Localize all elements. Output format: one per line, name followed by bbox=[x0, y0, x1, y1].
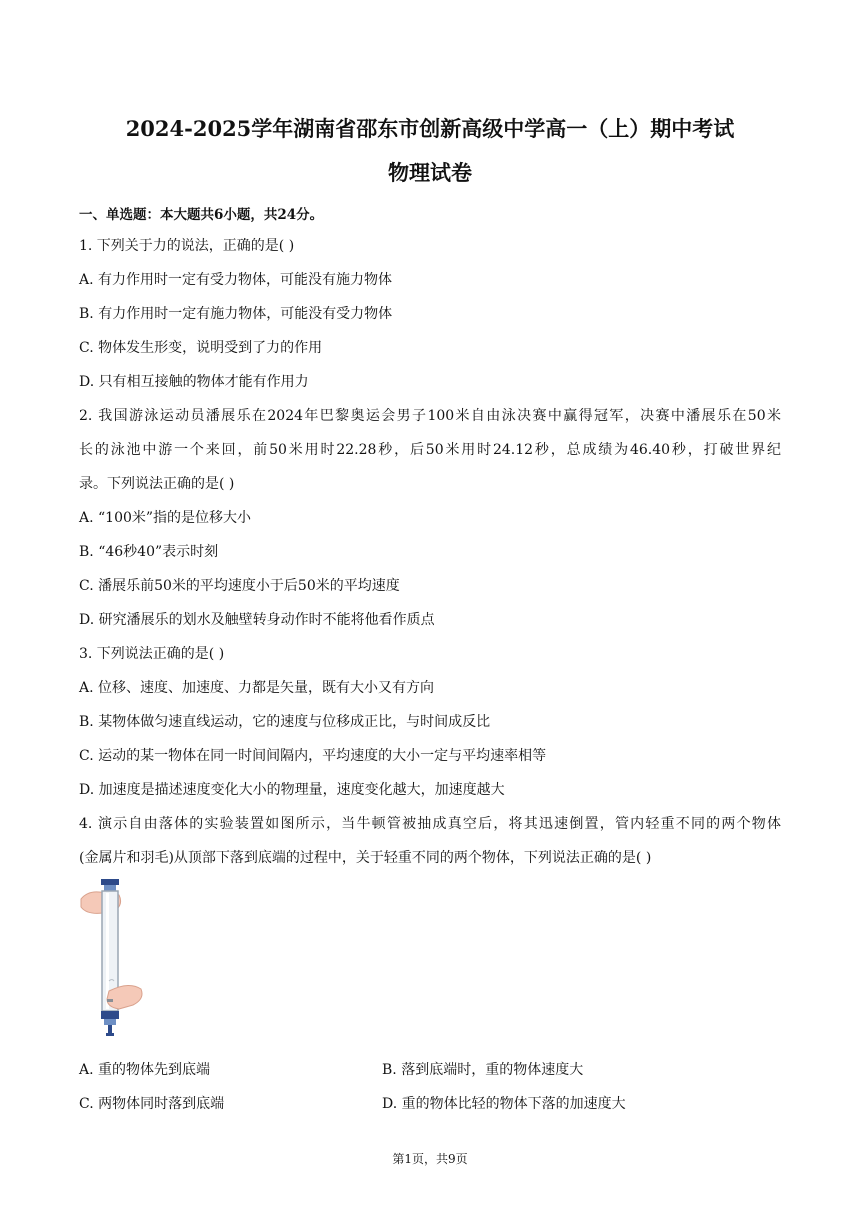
q4-option-d: D. 重的物体比轻的物体下落的加速度大 bbox=[382, 1096, 626, 1112]
q3-option-d: D. 加速度是描述速度变化大小的物理量，速度变化越大，加速度越大 bbox=[79, 782, 505, 798]
hand-bottom-icon bbox=[107, 985, 142, 1009]
exam-subtitle: 物理试卷 bbox=[388, 160, 472, 185]
q1-option-c: C. 物体发生形变，说明受到了力的作用 bbox=[79, 340, 323, 356]
newton-tube-figure bbox=[79, 877, 145, 1042]
page-footer: 第1页，共9页 bbox=[392, 1152, 468, 1166]
q2-option-c: C. 潘展乐前50米的平均速度小于后50米的平均速度 bbox=[79, 578, 400, 594]
q1-option-d: D. 只有相互接触的物体才能有作用力 bbox=[79, 374, 309, 390]
q1-option-a: A. 有力作用时一定有受力物体，可能没有施力物体 bbox=[79, 272, 393, 288]
exam-title: 2024-2025学年湖南省邵东市创新高级中学高一（上）期中考试 bbox=[125, 116, 735, 141]
q3-option-a: A. 位移、速度、加速度、力都是矢量，既有大小又有方向 bbox=[79, 680, 435, 696]
q4-option-c: C. 两物体同时落到底端 bbox=[79, 1096, 225, 1112]
q3-stem: 3. 下列说法正确的是( ) bbox=[79, 646, 225, 662]
q1-option-b: B. 有力作用时一定有施力物体，可能没有受力物体 bbox=[79, 306, 393, 322]
q1-stem: 1. 下列关于力的说法，正确的是( ) bbox=[79, 238, 295, 254]
tube-bottom-cap bbox=[101, 1011, 119, 1019]
q4-option-b: B. 落到底端时，重的物体速度大 bbox=[382, 1062, 584, 1078]
q4-option-a: A. 重的物体先到底端 bbox=[79, 1062, 211, 1078]
q2-stem-line1: 2. 我国游泳运动员潘展乐在2024年巴黎奥运会男子100米自由泳决赛中赢得冠军，决赛中潘展乐在50米 bbox=[79, 408, 781, 424]
q3-option-c: C. 运动的某一物体在同一时间间隔内，平均速度的大小一定与平均速率相等 bbox=[79, 748, 547, 764]
q2-stem-line3: 录。下列说法正确的是( ) bbox=[79, 476, 235, 492]
section-heading: 一、单选题：本大题共6小题，共24分。 bbox=[79, 207, 324, 223]
q2-stem-line2: 长的泳池中游一个来回，前50米用时22.28秒，后50米用时24.12秒，总成绩为46.40秒，打破世界纪 bbox=[79, 442, 781, 458]
q2-option-d: D. 研究潘展乐的划水及触壁转身动作时不能将他看作质点 bbox=[79, 612, 435, 628]
q3-option-b: B. 某物体做匀速直线运动，它的速度与位移成正比，与时间成反比 bbox=[79, 714, 491, 730]
q4-stem-line1: 4. 演示自由落体的实验装置如图所示，当牛顿管被抽成真空后，将其迅速倒置，管内轻重不同的两个物体 bbox=[79, 816, 781, 832]
tube-top-cap bbox=[101, 879, 119, 885]
q2-option-a: A. “100米”指的是位移大小 bbox=[79, 510, 252, 526]
q4-stem-line2: (金属片和羽毛)从顶部下落到底端的过程中，关于轻重不同的两个物体，下列说法正确的是( ) bbox=[79, 850, 652, 866]
q2-option-b: B. “46秒40”表示时刻 bbox=[79, 544, 219, 560]
